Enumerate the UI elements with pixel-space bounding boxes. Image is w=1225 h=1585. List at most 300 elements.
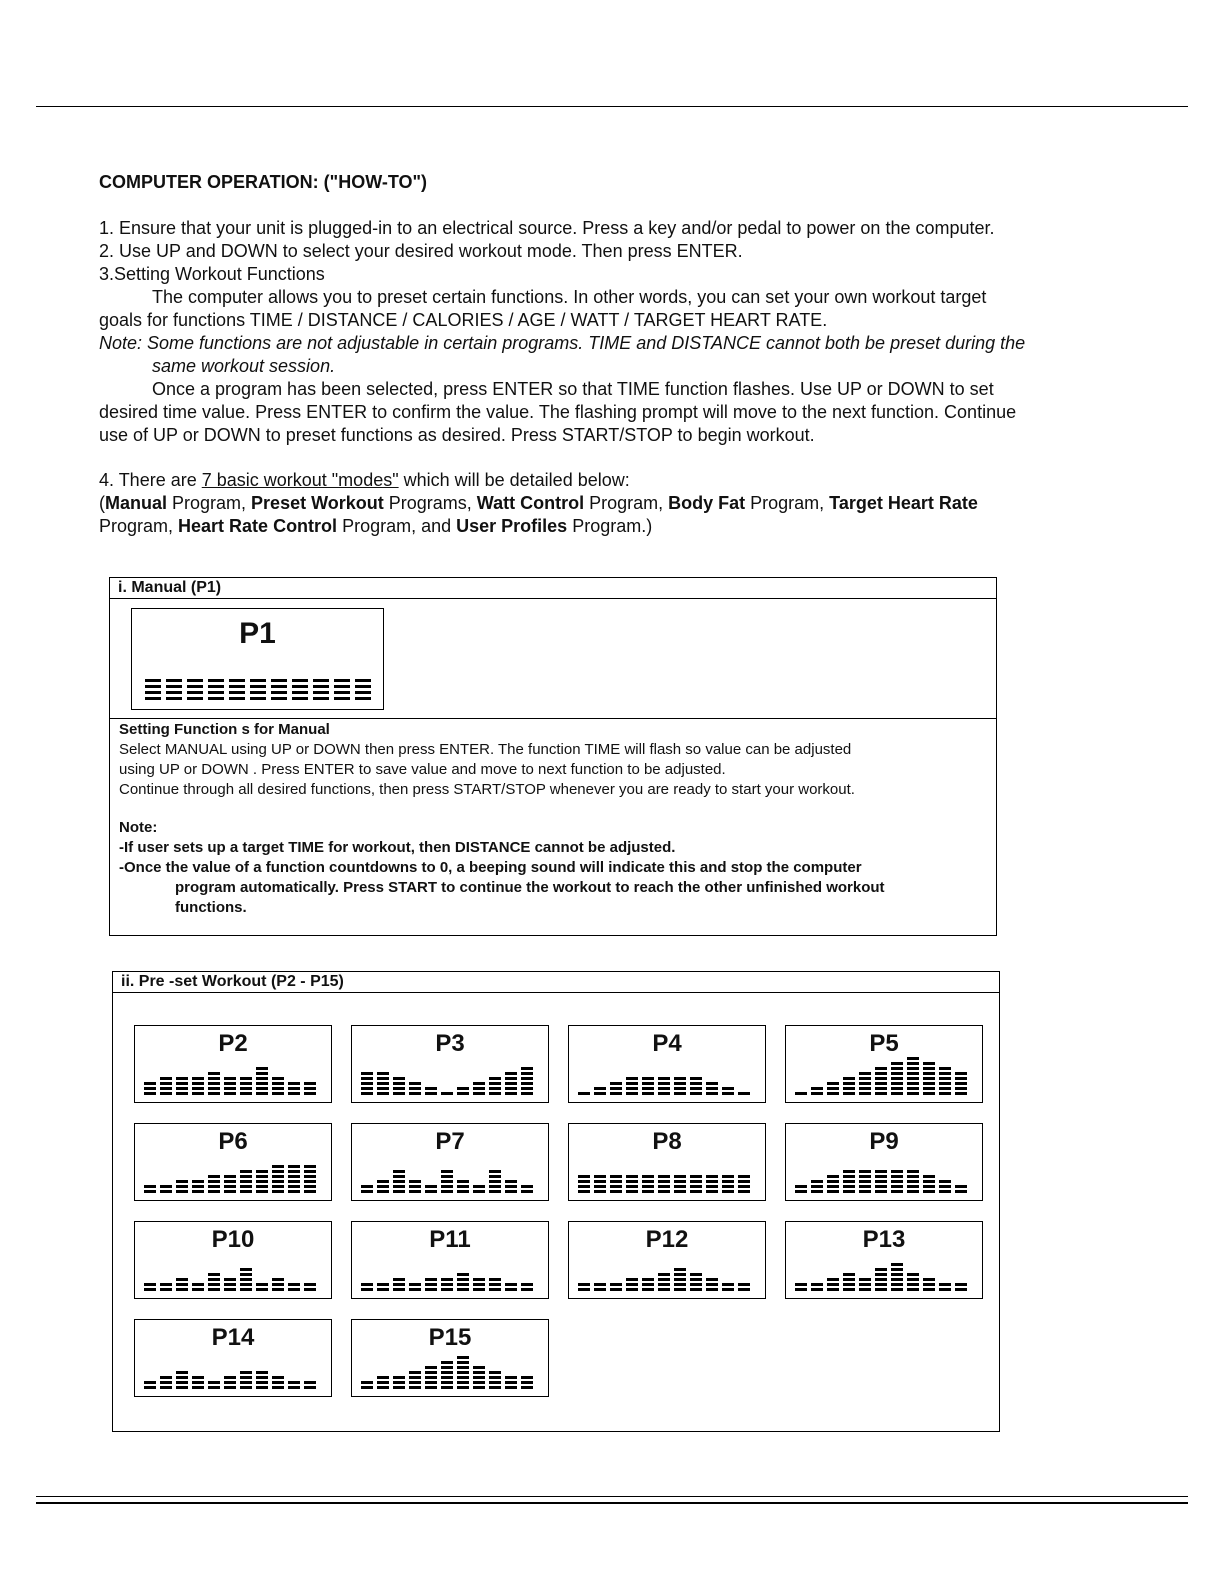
profile-column <box>795 1092 807 1095</box>
profile-segment <box>441 1190 453 1193</box>
profile-segment <box>674 1288 686 1291</box>
profile-segment <box>923 1278 935 1281</box>
profile-segment <box>907 1067 919 1070</box>
mode-target-hr: Target Heart Rate <box>829 493 978 513</box>
profile-column <box>361 1185 373 1193</box>
profile-column <box>674 1268 686 1291</box>
profile-segment <box>393 1278 405 1281</box>
profile-segment <box>875 1283 887 1286</box>
profile-segment <box>313 685 329 688</box>
profile-column <box>192 1077 204 1095</box>
profile-segment <box>361 1283 373 1286</box>
profile-segment <box>907 1273 919 1276</box>
profile-segment <box>827 1185 839 1188</box>
profile-segment <box>875 1288 887 1291</box>
profile-segment <box>923 1077 935 1080</box>
profile-segment <box>224 1087 236 1090</box>
profile-column <box>674 1077 686 1095</box>
profile-segment <box>250 685 266 688</box>
profile-segment <box>441 1278 453 1281</box>
profile-column <box>272 1278 284 1291</box>
profile-segment <box>859 1288 871 1291</box>
profile-segment <box>473 1190 485 1193</box>
profile-segment <box>393 1170 405 1173</box>
profile-segment <box>160 1087 172 1090</box>
profile-segment <box>292 697 308 700</box>
program-label: P13 <box>862 1226 906 1253</box>
profile-column <box>658 1175 670 1193</box>
profile-segment <box>240 1092 252 1095</box>
profile-segment <box>875 1072 887 1075</box>
profile-segment <box>658 1087 670 1090</box>
program-lcd-p7 <box>351 1123 549 1201</box>
program-profile-bars <box>361 1356 533 1389</box>
profile-segment <box>292 685 308 688</box>
profile-segment <box>393 1381 405 1384</box>
profile-segment <box>489 1082 501 1085</box>
profile-segment <box>875 1278 887 1281</box>
profile-column <box>441 1092 453 1095</box>
profile-segment <box>891 1190 903 1193</box>
profile-segment <box>355 679 371 682</box>
manual-setting-title: Setting Function s for Manual <box>119 721 330 738</box>
profile-segment <box>594 1087 606 1090</box>
program-profile-bars <box>144 1165 316 1193</box>
profile-column <box>626 1278 638 1291</box>
profile-segment <box>457 1381 469 1384</box>
profile-segment <box>250 679 266 682</box>
profile-segment <box>811 1288 823 1291</box>
profile-segment <box>955 1185 967 1188</box>
profile-segment <box>160 1386 172 1389</box>
profile-segment <box>377 1376 389 1379</box>
profile-segment <box>208 1273 220 1276</box>
profile-segment <box>690 1288 702 1291</box>
profile-segment <box>361 1190 373 1193</box>
profile-column <box>176 1180 188 1193</box>
profile-segment <box>955 1092 967 1095</box>
profile-segment <box>361 1072 373 1075</box>
profile-segment <box>690 1092 702 1095</box>
profile-segment <box>160 1077 172 1080</box>
profile-segment <box>304 1190 316 1193</box>
profile-segment <box>377 1185 389 1188</box>
profile-segment <box>875 1185 887 1188</box>
profile-column <box>955 1283 967 1291</box>
program-profile-bars <box>144 1371 316 1389</box>
profile-segment <box>610 1185 622 1188</box>
profile-segment <box>457 1283 469 1286</box>
profile-segment <box>690 1283 702 1286</box>
profile-column <box>658 1273 670 1291</box>
profile-segment <box>256 1288 268 1291</box>
profile-segment <box>610 1092 622 1095</box>
profile-segment <box>489 1386 501 1389</box>
profile-segment <box>256 1067 268 1070</box>
profile-segment <box>224 1376 236 1379</box>
page-heading: COMPUTER OPERATION: ("HOW-TO") <box>99 172 428 192</box>
profile-segment <box>224 1283 236 1286</box>
profile-column <box>473 1366 485 1389</box>
profile-column <box>843 1077 855 1095</box>
profile-segment <box>489 1175 501 1178</box>
program-label: P8 <box>652 1128 682 1155</box>
profile-column <box>176 1077 188 1095</box>
profile-column <box>334 679 350 700</box>
profile-column <box>457 1180 469 1193</box>
profile-segment <box>272 1077 284 1080</box>
profile-column <box>272 1077 284 1095</box>
profile-segment <box>441 1386 453 1389</box>
bottom-rule-1 <box>36 1496 1188 1497</box>
profile-column <box>690 1273 702 1291</box>
profile-column <box>409 1283 421 1291</box>
profile-segment <box>875 1087 887 1090</box>
profile-segment <box>288 1165 300 1168</box>
profile-segment <box>594 1092 606 1095</box>
profile-column <box>441 1278 453 1291</box>
profile-segment <box>208 1082 220 1085</box>
profile-segment <box>594 1185 606 1188</box>
profile-segment <box>361 1288 373 1291</box>
profile-segment <box>505 1180 517 1183</box>
profile-column <box>738 1175 750 1193</box>
profile-segment <box>272 1278 284 1281</box>
profile-segment <box>473 1185 485 1188</box>
profile-segment <box>144 1092 156 1095</box>
profile-segment <box>240 1381 252 1384</box>
profile-segment <box>939 1190 951 1193</box>
profile-segment <box>160 1185 172 1188</box>
profile-segment <box>610 1190 622 1193</box>
profile-column <box>224 1278 236 1291</box>
profile-segment <box>505 1190 517 1193</box>
profile-segment <box>361 1381 373 1384</box>
profile-segment <box>827 1190 839 1193</box>
program-profile-bars <box>795 1057 967 1095</box>
profile-column <box>891 1170 903 1193</box>
profile-column <box>192 1283 204 1291</box>
profile-segment <box>361 1185 373 1188</box>
profile-segment <box>473 1371 485 1374</box>
profile-segment <box>626 1077 638 1080</box>
profile-segment <box>457 1273 469 1276</box>
profile-segment <box>377 1381 389 1384</box>
profile-segment <box>907 1057 919 1060</box>
profile-column <box>393 1170 405 1193</box>
profile-column <box>955 1072 967 1095</box>
profile-segment <box>594 1288 606 1291</box>
profile-column <box>313 679 329 700</box>
profile-column <box>240 1371 252 1389</box>
profile-segment <box>891 1062 903 1065</box>
profile-segment <box>166 679 182 682</box>
profile-segment <box>738 1175 750 1178</box>
profile-segment <box>521 1283 533 1286</box>
profile-segment <box>738 1190 750 1193</box>
profile-segment <box>722 1288 734 1291</box>
profile-column <box>706 1082 718 1095</box>
profile-column <box>827 1082 839 1095</box>
manual-line-2: using UP or DOWN . Press ENTER to save value and move to next function to be adjusted. <box>119 761 726 778</box>
profile-column <box>304 1381 316 1389</box>
profile-segment <box>208 1185 220 1188</box>
profile-segment <box>891 1077 903 1080</box>
profile-segment <box>891 1268 903 1271</box>
profile-column <box>907 1273 919 1291</box>
profile-segment <box>706 1180 718 1183</box>
profile-segment <box>271 685 287 688</box>
profile-segment <box>505 1087 517 1090</box>
manual-note-2b: program automatically. Press START to continue the workout to reach the other unfinished workout <box>175 879 885 896</box>
profile-segment <box>955 1288 967 1291</box>
profile-segment <box>208 1283 220 1286</box>
profile-column <box>457 1356 469 1389</box>
program-lcd-p5 <box>785 1025 983 1103</box>
profile-segment <box>923 1288 935 1291</box>
profile-segment <box>441 1288 453 1291</box>
profile-segment <box>176 1082 188 1085</box>
modes-line-2 <box>99 515 1139 538</box>
profile-segment <box>240 1175 252 1178</box>
profile-column <box>361 1381 373 1389</box>
profile-segment <box>145 679 161 682</box>
profile-segment <box>377 1077 389 1080</box>
profile-segment <box>843 1273 855 1276</box>
profile-column <box>304 1082 316 1095</box>
profile-segment <box>795 1092 807 1095</box>
profile-segment <box>145 697 161 700</box>
profile-segment <box>923 1067 935 1070</box>
mode-manual: Manual <box>105 493 168 513</box>
profile-segment <box>313 697 329 700</box>
profile-segment <box>457 1087 469 1090</box>
profile-column <box>272 1376 284 1389</box>
program-profile-bars <box>361 1067 533 1095</box>
profile-segment <box>425 1185 437 1188</box>
profile-segment <box>626 1283 638 1286</box>
profile-segment <box>393 1087 405 1090</box>
profile-segment <box>240 1077 252 1080</box>
profile-segment <box>393 1185 405 1188</box>
profile-segment <box>891 1092 903 1095</box>
profile-column <box>240 1170 252 1193</box>
program-profile-bars <box>795 1170 967 1193</box>
profile-segment <box>706 1087 718 1090</box>
profile-column <box>176 1278 188 1291</box>
profile-segment <box>224 1381 236 1384</box>
profile-segment <box>288 1288 300 1291</box>
profile-segment <box>722 1175 734 1178</box>
profile-segment <box>690 1273 702 1276</box>
profile-column <box>377 1072 389 1095</box>
profile-segment <box>521 1190 533 1193</box>
profile-segment <box>272 1170 284 1173</box>
program-label: P12 <box>645 1226 689 1253</box>
profile-segment <box>843 1190 855 1193</box>
profile-column <box>843 1273 855 1291</box>
profile-segment <box>706 1082 718 1085</box>
profile-segment <box>610 1175 622 1178</box>
profile-column <box>674 1175 686 1193</box>
profile-segment <box>271 679 287 682</box>
profile-segment <box>706 1283 718 1286</box>
profile-segment <box>409 1381 421 1384</box>
profile-segment <box>843 1077 855 1080</box>
profile-column <box>425 1278 437 1291</box>
profile-segment <box>907 1087 919 1090</box>
profile-segment <box>377 1087 389 1090</box>
profile-segment <box>843 1185 855 1188</box>
profile-column <box>457 1087 469 1095</box>
profile-segment <box>489 1288 501 1291</box>
profile-segment <box>843 1087 855 1090</box>
profile-segment <box>674 1077 686 1080</box>
profile-column <box>441 1170 453 1193</box>
profile-segment <box>272 1087 284 1090</box>
manual-note-2c: functions. <box>175 899 247 916</box>
profile-segment <box>425 1278 437 1281</box>
profile-segment <box>923 1180 935 1183</box>
modes-sep: Program, <box>167 493 252 513</box>
profile-segment <box>441 1366 453 1369</box>
profile-column <box>521 1283 533 1291</box>
profile-segment <box>256 1077 268 1080</box>
profile-column <box>393 1376 405 1389</box>
program-lcd-p11 <box>351 1221 549 1299</box>
profile-segment <box>304 1165 316 1168</box>
profile-segment <box>642 1077 654 1080</box>
profile-segment <box>208 1288 220 1291</box>
profile-segment <box>891 1170 903 1173</box>
profile-segment <box>690 1175 702 1178</box>
profile-segment <box>907 1175 919 1178</box>
profile-column <box>489 1170 501 1193</box>
profile-segment <box>473 1283 485 1286</box>
profile-column <box>377 1283 389 1291</box>
program-profile-bars <box>578 1268 750 1291</box>
profile-segment <box>907 1190 919 1193</box>
profile-segment <box>229 697 245 700</box>
profile-segment <box>288 1386 300 1389</box>
profile-segment <box>521 1082 533 1085</box>
profile-segment <box>939 1288 951 1291</box>
profile-segment <box>457 1371 469 1374</box>
profile-column <box>292 679 308 700</box>
profile-segment <box>626 1082 638 1085</box>
profile-segment <box>521 1072 533 1075</box>
profile-segment <box>875 1273 887 1276</box>
profile-segment <box>250 691 266 694</box>
profile-segment <box>288 1082 300 1085</box>
profile-segment <box>642 1082 654 1085</box>
modes-paren: ( <box>99 493 105 513</box>
profile-segment <box>208 1190 220 1193</box>
profile-segment <box>145 685 161 688</box>
program-profile-bars <box>578 1175 750 1193</box>
profile-segment <box>610 1087 622 1090</box>
profile-segment <box>907 1288 919 1291</box>
profile-column <box>473 1185 485 1193</box>
profile-segment <box>658 1185 670 1188</box>
profile-segment <box>393 1175 405 1178</box>
profile-segment <box>907 1185 919 1188</box>
manual-line-3: Continue through all desired functions, then press START/STOP whenever you are ready to start your workout. <box>119 781 855 798</box>
profile-segment <box>891 1067 903 1070</box>
profile-segment <box>891 1278 903 1281</box>
profile-segment <box>827 1092 839 1095</box>
profile-segment <box>795 1283 807 1286</box>
profile-column <box>393 1077 405 1095</box>
profile-segment <box>658 1288 670 1291</box>
profile-column <box>795 1283 807 1291</box>
profile-segment <box>859 1278 871 1281</box>
profile-segment <box>176 1087 188 1090</box>
step-3-para-b3: use of UP or DOWN to preset functions as desired. Press START/STOP to begin workout. <box>99 425 815 445</box>
profile-segment <box>361 1087 373 1090</box>
profile-segment <box>827 1180 839 1183</box>
profile-segment <box>690 1278 702 1281</box>
profile-column <box>610 1082 622 1095</box>
step-3-note-1: Note: Some functions are not adjustable in certain programs. TIME and DISTANCE cannot both be preset during the <box>99 333 1026 353</box>
profile-segment <box>304 1092 316 1095</box>
program-lcd-p8 <box>568 1123 766 1201</box>
profile-segment <box>505 1386 517 1389</box>
profile-column <box>288 1165 300 1193</box>
program-profile-bars <box>144 1067 316 1095</box>
profile-segment <box>192 1185 204 1188</box>
profile-column <box>160 1283 172 1291</box>
profile-column <box>923 1175 935 1193</box>
profile-column <box>939 1180 951 1193</box>
profile-column <box>505 1283 517 1291</box>
profile-segment <box>489 1092 501 1095</box>
profile-segment <box>393 1283 405 1286</box>
profile-segment <box>489 1077 501 1080</box>
profile-column <box>690 1175 702 1193</box>
manual-divider <box>110 718 996 719</box>
profile-segment <box>272 1180 284 1183</box>
profile-column <box>923 1278 935 1291</box>
profile-segment <box>658 1175 670 1178</box>
profile-segment <box>441 1180 453 1183</box>
profile-segment <box>473 1386 485 1389</box>
profile-segment <box>738 1185 750 1188</box>
profile-segment <box>288 1283 300 1286</box>
profile-segment <box>229 691 245 694</box>
profile-segment <box>229 679 245 682</box>
profile-column <box>859 1170 871 1193</box>
profile-segment <box>441 1283 453 1286</box>
profile-column <box>489 1371 501 1389</box>
profile-segment <box>626 1190 638 1193</box>
profile-column <box>722 1283 734 1291</box>
profile-column <box>288 1082 300 1095</box>
profile-segment <box>642 1185 654 1188</box>
profile-column <box>795 1185 807 1193</box>
step-3-para-a2: goals for functions TIME / DISTANCE / CALORIES / AGE / WATT / TARGET HEART RATE. <box>99 310 828 330</box>
program-profile-bars <box>361 1273 533 1291</box>
profile-segment <box>642 1092 654 1095</box>
profile-segment <box>272 1082 284 1085</box>
profile-segment <box>187 697 203 700</box>
profile-segment <box>304 1170 316 1173</box>
profile-segment <box>642 1288 654 1291</box>
profile-segment <box>240 1386 252 1389</box>
program-label: P3 <box>435 1030 465 1057</box>
profile-segment <box>240 1376 252 1379</box>
profile-segment <box>594 1190 606 1193</box>
